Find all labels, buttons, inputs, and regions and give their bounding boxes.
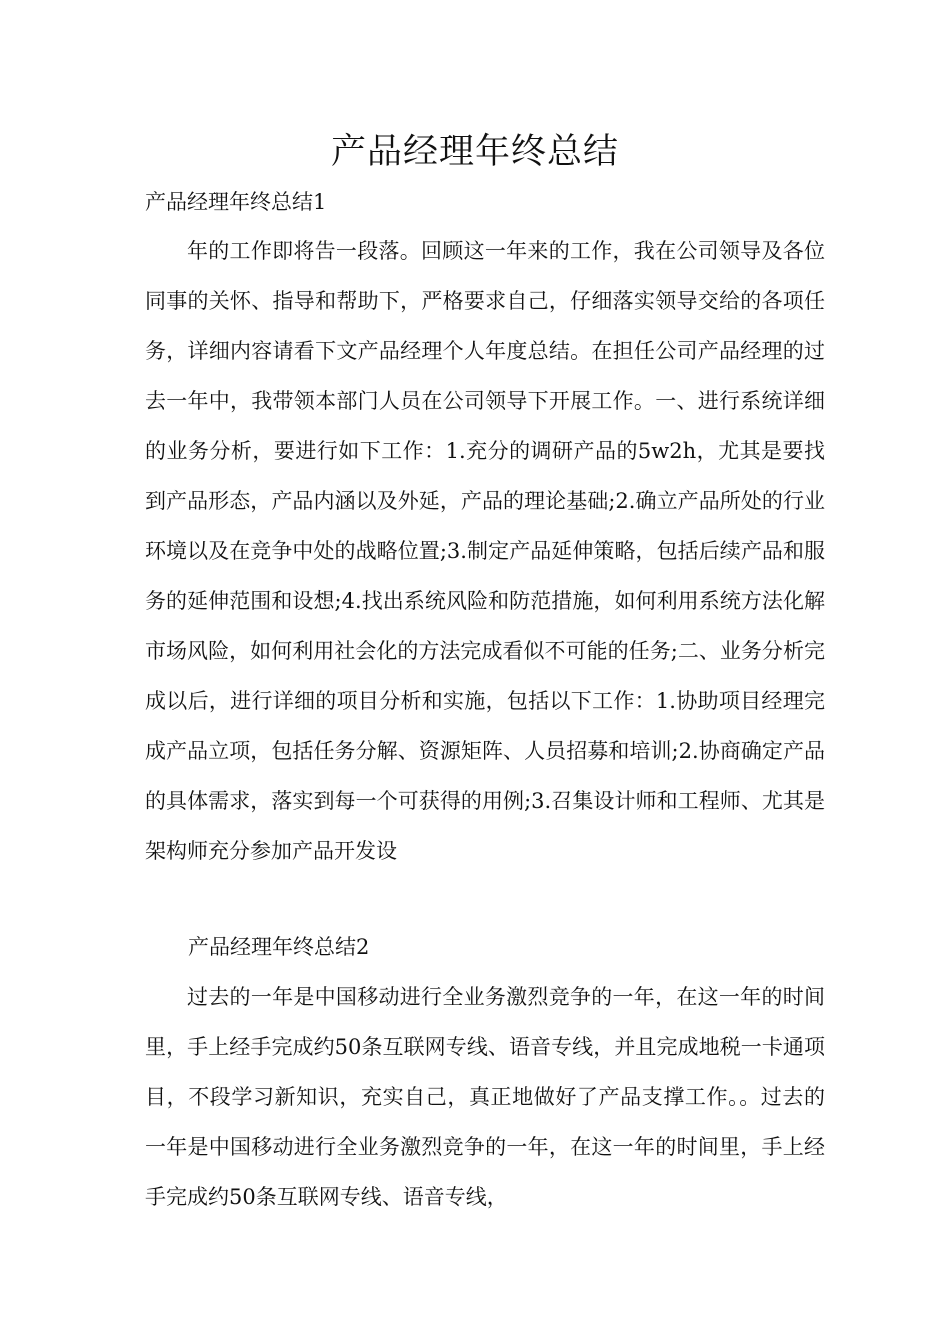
section-paragraph-2: 过去的一年是中国移动进行全业务激烈竞争的一年，在这一年的时间里，手上经手完成约50条互联网专线、语音专线，并且完成地税一卡通项目，不段学习新知识，充实自己，真正地做好了产品支撑工作。。过去的一年是中国移动进行全业务激烈竞争的一年，在这一年的时间里，手上经手完成约50条互联网专线、语音专线，: [145, 985, 825, 1209]
section-paragraph-1: 年的工作即将告一段落。回顾这一年来的工作，我在公司领导及各位同事的关怀、指导和帮助下，严格要求自己，仔细落实领导交给的各项任务，详细内容请看下文产品经理个人年度总结。在担任公司产品经理的过去一年中，我带领本部门人员在公司领导下开展工作。一、进行系统详细的业务分析，要进行如下工作：1.充分的调研产品的5w2h，尤其是要找到产品形态，产品内涵以及外延，产品的理论基础;2.确立产品所处的行业环境以及在竞争中处的战略位置;3.制定产品延伸策略，包括后续产品和服务的延伸范围和设想;4.找出系统风险和防范措施，如何利用系统方法化解市场风险，如何利用社会化的方法完成看似不可能的任务;二、业务分析完成以后，进行详细的项目分析和实施，包括以下工作：1.协助项目经理完成产品立项，包括任务分解、资源矩阵、人员招募和培训;2.协商确定产品的具体需求，落实到每一个可获得的用例;3.召集设计师和工程师、尤其是架构师充分参加产品开发设: [145, 239, 825, 863]
document-title: 产品经理年终总结: [330, 132, 619, 172]
section-heading-2: 产品经理年终总结2: [188, 935, 370, 959]
section-heading-1: 产品经理年终总结1: [145, 190, 327, 214]
